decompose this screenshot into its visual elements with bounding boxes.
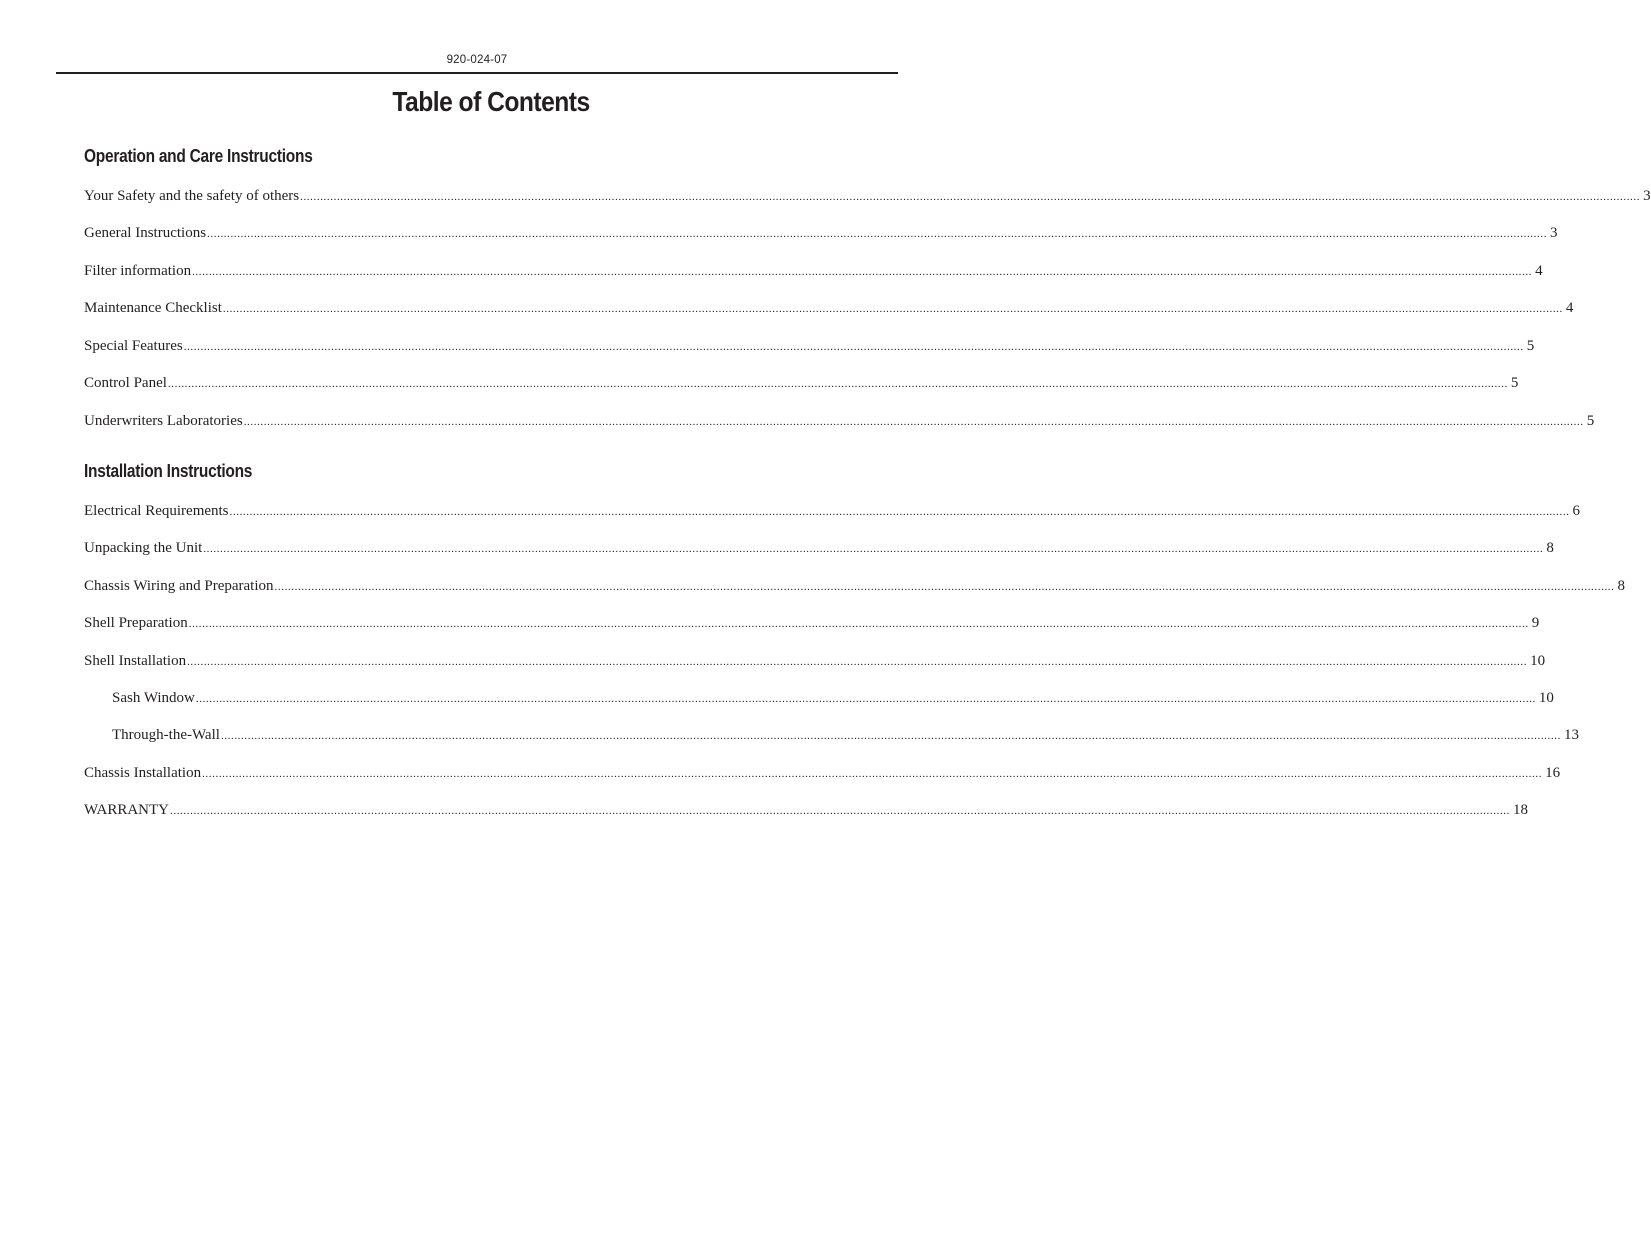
toc-entry-title: WARRANTY — [84, 802, 169, 818]
toc-page-number: 8 — [1546, 540, 1554, 556]
dot-leader: ................................................................................................................................................................................................................................................................................................................................................................................................................ — [192, 266, 1533, 278]
toc-page-number: 5 — [1586, 413, 1595, 429]
toc-entry-title: Shell Installation — [84, 653, 187, 669]
toc-entry-title: Special Features — [84, 338, 183, 354]
toc-page-number: 18 — [1513, 802, 1528, 818]
toc-entry-title: Through-the-Wall — [112, 727, 220, 743]
toc-page-number: 4 — [1565, 300, 1574, 316]
dot-leader: ................................................................................................................................................................................................................................................................................................................................................................................................................ — [183, 341, 1524, 353]
toc-page-number: 8 — [1617, 578, 1626, 594]
dot-leader: ................................................................................................................................................................................................................................................................................................................................................................................................................ — [207, 228, 1548, 240]
toc-entry-title: Maintenance Checklist — [84, 300, 222, 316]
toc-entry[interactable] — [84, 538, 1554, 558]
toc-page-number: 5 — [1526, 338, 1535, 354]
toc-entry-title: Electrical Requirements — [84, 503, 229, 519]
toc-page-number: 16 — [1545, 765, 1561, 781]
toc-page-number: 6 — [1572, 503, 1581, 519]
dot-leader: ................................................................................................................................................................................................................................................................................................................................................................................................................ — [187, 656, 1528, 668]
toc-entry[interactable] — [84, 411, 1595, 431]
toc-entry-title: General Instructions — [84, 225, 207, 241]
dot-leader: ................................................................................................................................................................................................................................................................................................................................................................................................................ — [195, 693, 1536, 705]
toc-entry[interactable] — [84, 298, 1574, 318]
toc-entry[interactable] — [84, 800, 1528, 820]
toc-page-number: 13 — [1563, 727, 1579, 743]
toc-entry-title: Sash Window — [112, 690, 195, 706]
dot-leader: ................................................................................................................................................................................................................................................................................................................................................................................................................ — [203, 543, 1544, 555]
header-rule — [56, 72, 898, 74]
toc-entry-title: Filter information — [84, 263, 192, 279]
toc-entry-title: Control Panel — [84, 375, 167, 391]
toc-entry[interactable] — [84, 763, 1561, 783]
dot-leader: ................................................................................................................................................................................................................................................................................................................................................................................................................ — [167, 378, 1508, 390]
toc-page-number: 3 — [1643, 188, 1651, 204]
toc-entry[interactable] — [84, 651, 1546, 671]
toc-entry-title: Shell Preparation — [84, 615, 188, 631]
doc-number: 920-024-07 — [446, 54, 508, 66]
dot-leader: ................................................................................................................................................................................................................................................................................................................................................................................................................ — [274, 581, 1615, 593]
section-heading-installation: Installation Instructions — [84, 461, 253, 481]
page-title: Table of Contents — [392, 86, 590, 117]
toc-entry-title: Your Safety and the safety of others — [84, 188, 300, 204]
toc-subentry[interactable] — [112, 688, 1554, 708]
dot-leader: ................................................................................................................................................................................................................................................................................................................................................................................................................ — [202, 768, 1543, 780]
toc-entry-title: Chassis Installation — [84, 765, 202, 781]
toc-page-number: 10 — [1530, 653, 1546, 669]
toc-entry[interactable] — [84, 613, 1540, 633]
dot-leader: ................................................................................................................................................................................................................................................................................................................................................................................................................ — [188, 618, 1529, 630]
toc-entry-title: Unpacking the Unit — [84, 540, 203, 556]
toc-entry[interactable] — [84, 336, 1535, 356]
toc-entry[interactable] — [84, 223, 1558, 243]
toc-page-number: 4 — [1535, 263, 1543, 279]
dot-leader: ................................................................................................................................................................................................................................................................................................................................................................................................................ — [170, 805, 1510, 817]
toc-entry[interactable] — [84, 576, 1626, 596]
section-heading-operation: Operation and Care Instructions — [84, 146, 313, 166]
toc-entry-title: Chassis Wiring and Preparation — [84, 578, 274, 594]
toc-entry[interactable] — [84, 501, 1581, 521]
toc-page-number: 3 — [1550, 225, 1558, 241]
toc-subentry[interactable] — [112, 725, 1579, 745]
toc-entry[interactable] — [84, 186, 1651, 206]
toc-entry-title: Underwriters Laboratories — [84, 413, 243, 429]
toc-entry[interactable] — [84, 261, 1543, 281]
dot-leader: ................................................................................................................................................................................................................................................................................................................................................................................................................ — [243, 416, 1584, 428]
toc-page-number: 5 — [1510, 375, 1519, 391]
dot-leader: ................................................................................................................................................................................................................................................................................................................................................................................................................ — [229, 506, 1570, 518]
toc-page-number: 10 — [1538, 690, 1554, 706]
dot-leader: ................................................................................................................................................................................................................................................................................................................................................................................................................ — [222, 303, 1563, 315]
toc-page-number: 9 — [1531, 615, 1540, 631]
dot-leader: ................................................................................................................................................................................................................................................................................................................................................................................................................ — [300, 191, 1641, 203]
toc-entry[interactable] — [84, 373, 1519, 393]
dot-leader: ................................................................................................................................................................................................................................................................................................................................................................................................................ — [220, 730, 1561, 742]
